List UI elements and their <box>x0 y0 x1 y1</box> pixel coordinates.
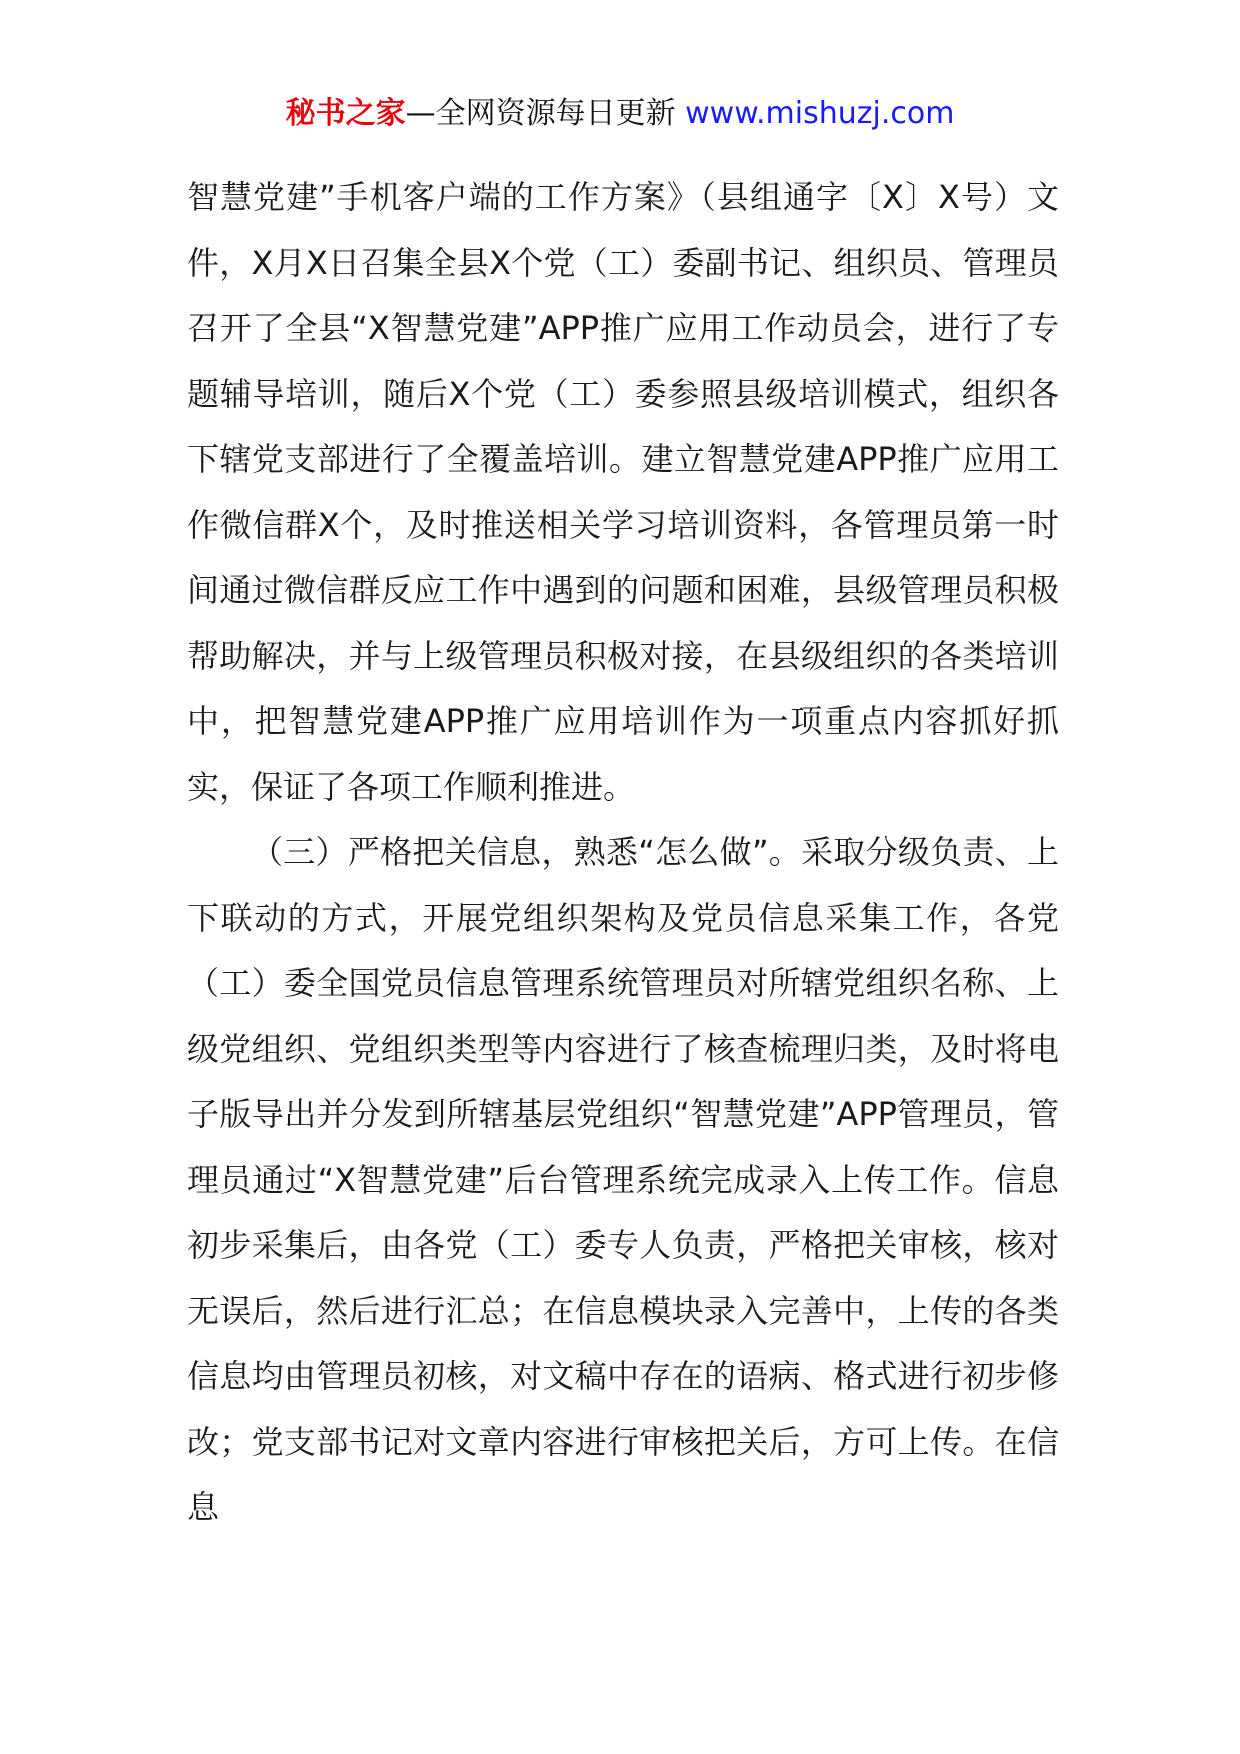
header-tagline: —全网资源每日更新 <box>405 96 686 131</box>
document-body <box>187 165 1059 1541</box>
site-header <box>0 92 1240 136</box>
paragraph: （三）严格把关信息，熟悉“怎么做”。采取分级负责、上下联动的方式，开展党组织架构及党员信息采集工作，各党（工）委全国党员信息管理系统管理员对所辖党组织名称、上级党组织、党组织类型等内容进行了核查梳理归类，及时将电子版导出并分发到所辖基层党组织“智慧党建”APP管理员，管理员通过“X智慧党建”后台管理系统完成录入上传工作。信息初步采集后，由各党（工）委专人负责，严格把关审核，核对无误后，然后进行汇总；在信息模块录入完善中，上传的各类信息均由管理员初核，对文稿中存在的语病、格式进行初步修改；党支部书记对文章内容进行审核把关后，方可上传。在信息 <box>187 833 1059 1526</box>
site-url-link[interactable]: www.mishuzj.com <box>685 96 955 131</box>
brand-name: 秘书之家 <box>285 96 406 131</box>
paragraph: 智慧党建”手机客户端的工作方案》（县组通字〔X〕X号）文件，X月X日召集全县X个党（工）委副书记、组织员、管理员召开了全县“X智慧党建”APP推广应用工作动员会，进行了专题辅导培训，随后X个党（工）委参照县级培训模式，组织各下辖党支部进行了全覆盖培训。建立智慧党建APP推广应用工作微信群X个，及时推送相关学习培训资料，各管理员第一时间通过微信群反应工作中遇到的问题和困难，县级管理员积极帮助解决，并与上级管理员积极对接，在县级组织的各类培训中，把智慧党建APP推广应用培训作为一项重点内容抓好抓实，保证了各项工作顺利推进。 <box>187 178 1059 806</box>
